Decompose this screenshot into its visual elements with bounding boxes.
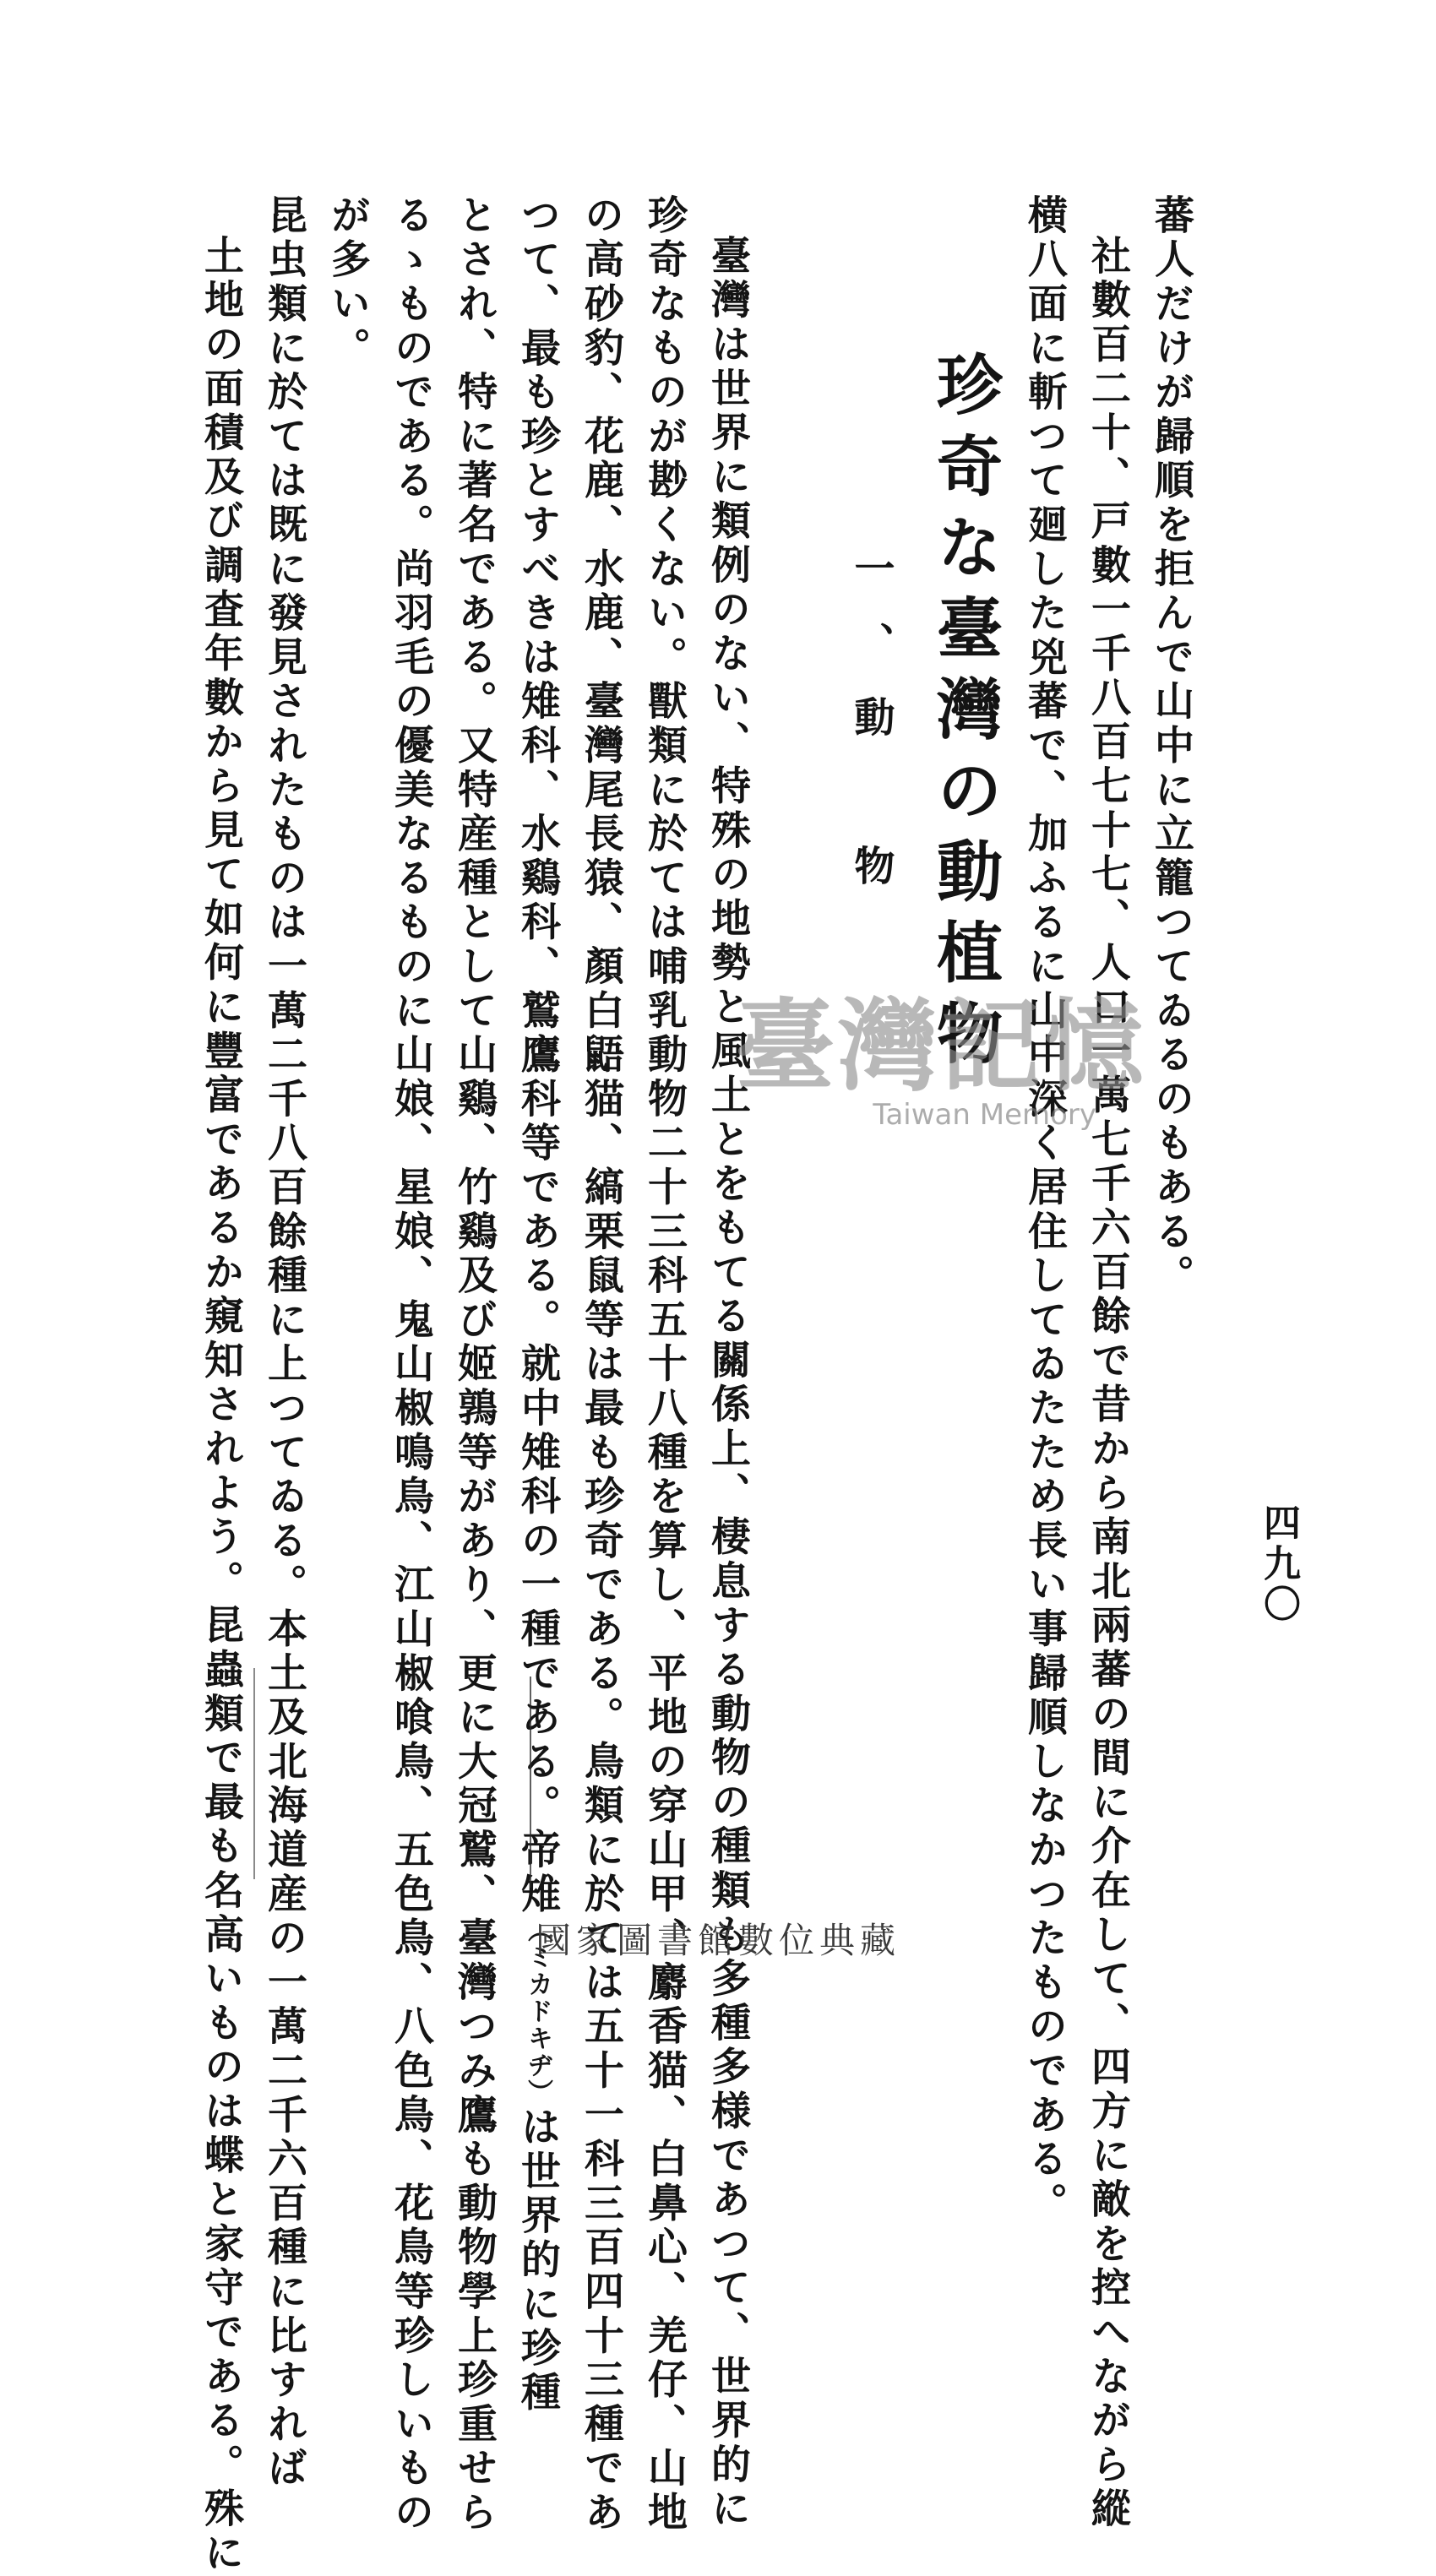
scan-artifact-line xyxy=(253,1668,255,1879)
body-line-1: 臺灣は世界に類例のない、特殊の地勢と風土とをもてる關係上、棲息する動物の種類も多種多様であつて、世界的に xyxy=(704,235,751,2532)
watermark-subtitle: Taiwan Memory xyxy=(873,1098,1097,1132)
body-line-5: とされ、特に著名である。又特産種として山鷄、竹鷄及び姬鶉等があり、更に大冠鷲、臺灣つみ鷹も動物學上珍重せら xyxy=(451,194,498,2535)
body-line-2: 珍奇なものが尠くない。獸類に於ては哺乳動物二十三科五十八種を算し、平地の穿山甲、麝香猫、白鼻心、羌仔、山地 xyxy=(641,194,688,2535)
body-line-3: の高砂豹、花鹿、水鹿、臺灣尾長猿、顏白鼯猫、縞栗鼠等は最も珍奇である。鳥類に於ては五十一科三百四十三種であ xyxy=(578,194,624,2535)
body-line-4-main: つて、最も珍とすべきは雉科、水鷄科、鷲鷹科等である。就中雉科の一種である。帝雉 xyxy=(514,194,561,1917)
subsection-heading: 一、動 物 xyxy=(847,547,895,919)
body-line-4-tail: は世界的に珍種 xyxy=(514,2106,561,2416)
prev-section-line-1: 蕃人だけが歸順を拒んで山中に立籠つてゐるのもある。 xyxy=(1148,194,1194,1299)
prev-section-line-3: 横八面に斬つて廻した兇蕃で、加ふるに山中深く居住してゐたため長い事歸順しなかつたものである。 xyxy=(1021,194,1068,2226)
page-number: 四九〇 xyxy=(1257,1503,1300,1625)
body-line-4 xyxy=(514,194,561,2416)
body-line-7: が多い。 xyxy=(324,194,371,372)
body-line-8: 昆虫類に於ては既に發見されたものは一萬二千八百餘種に上つてゐる。本土及北海道産の一萬二千六百種に比すれば xyxy=(261,194,307,2492)
scan-artifact-line xyxy=(530,1677,531,1888)
body-line-9: 土地の面積及び調査年數から見て如何に豐富であるか窺知されよう。昆蟲類で最も名高いものは蝶と家守である。殊に xyxy=(198,235,244,2576)
prev-section-line-2: 社數百二十、戸數一千八百七十七、人口一萬七千六百餘で昔から南北兩蕃の間に介在して、四方に敵を控へながら縱 xyxy=(1085,235,1131,2532)
watermark-logo-text: 臺灣記憶 xyxy=(735,987,1148,1105)
reading-annotation: （ミカドキヂ） xyxy=(523,1916,552,2106)
watermark xyxy=(735,987,1148,1132)
body-line-6: るゝものである。尚羽毛の優美なるものに山娘、星娘、鬼山椒鳴鳥、江山椒喰鳥、五色鳥、八色鳥、花鳥等珍しいもの xyxy=(388,194,434,2535)
footer-credit: 國家圖書館數位典藏 xyxy=(535,1920,900,1961)
section-title: 珍奇な臺灣の動植物 xyxy=(926,351,1003,1080)
